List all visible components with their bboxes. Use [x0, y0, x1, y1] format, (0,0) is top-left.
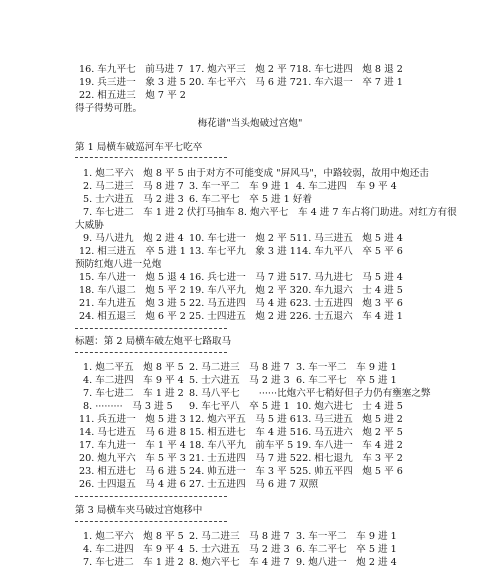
move-row — [0, 246, 500, 260]
move-row — [0, 466, 500, 480]
move-text: 15. 相五进七 车 4 进 5 — [189, 427, 296, 438]
move-row — [0, 285, 500, 299]
move-row — [0, 233, 500, 247]
move-text: 3. 车一平二 车 9 进 1 — [296, 362, 397, 373]
move-row — [0, 401, 500, 415]
move-text: 2. 马二进三 马 8 进 7 — [189, 362, 290, 373]
move-text: 5. 士六进五 马 2 进 3 — [83, 194, 184, 205]
move-text: 19. 兵三进一 象 3 进 5 — [79, 77, 186, 88]
move-text: 24. 帅五进一 车 3 平 5 — [189, 466, 296, 477]
move-row — [0, 311, 500, 325]
move-text: 16. 兵七进一 马 7 进 5 — [189, 272, 296, 283]
move-text: 17. 车九进一 车 1 平 4 — [79, 440, 186, 451]
move-text: 21. 车九进五 炮 3 进 5 — [79, 298, 186, 309]
move-text: 17. 炮六平三 炮 2 平 7 — [189, 64, 296, 75]
move-text: 21. 士五进四 马 7 进 5 — [189, 453, 296, 464]
move-row — [0, 440, 500, 454]
move-text: 26. 士五退六 车 4 进 1 — [296, 311, 403, 322]
move-text: 22. 马五进四 马 4 进 6 — [189, 298, 296, 309]
move-text: 11. 马三进五 炮 5 进 4 — [296, 233, 403, 244]
move-row — [0, 414, 500, 428]
move-row — [0, 298, 500, 312]
dashed-divider — [75, 328, 227, 329]
move-text: 8. ········· 马 3 进 5 — [83, 401, 173, 412]
dashed-divider — [75, 352, 227, 353]
move-text: 17. 马九进七 马 5 进 4 — [296, 272, 403, 283]
move-text: 12. 相三进五 卒 5 进 1 — [79, 246, 186, 257]
section-heading: 第 3 局横车夹马破过宫炮移中 — [75, 505, 203, 516]
move-text: 23. 士五进四 炮 3 平 6 — [296, 298, 403, 309]
move-text: 3. 车一平二 车 9 进 1 — [189, 181, 290, 192]
move-text: 12. 炮六平五 马 5 进 6 — [189, 414, 296, 425]
move-text: 25. 帅五平四 炮 5 平 6 — [296, 466, 403, 477]
move-text: 2. 马二进三 马 8 进 7 — [83, 181, 184, 192]
move-text: 20. 炮九平六 车 5 平 3 — [79, 453, 186, 464]
move-text: 9. 车七平八 卒 5 进 1 — [189, 401, 290, 412]
move-text: 20. 车九退六 士 4 进 5 — [296, 285, 403, 296]
move-text: 13. 马三进五 炮 5 进 2 — [296, 414, 403, 425]
move-text: 25. 士四进五 炮 2 进 2 — [189, 311, 296, 322]
move-text: 9. 马八进九 炮 2 进 4 — [83, 233, 184, 244]
move-text: 4. 车二进四 车 9 平 4 — [83, 544, 184, 555]
move-row — [0, 531, 500, 545]
move-text: 1. 炮二平六 炮 8 平 5 由于对方不可能变成 "屏风马"，中路较弱，故用中炮还击 — [83, 168, 429, 179]
move-text: 18. 车七进四 炮 8 退 2 — [296, 64, 403, 75]
move-text: 14. 马七进五 马 6 进 8 — [79, 427, 186, 438]
result-text: 得子得势可胜。 — [75, 103, 143, 114]
move-text: 22. 相七退九 车 3 平 2 — [296, 453, 403, 464]
move-text: 18. 车八退二 炮 5 平 2 — [79, 285, 186, 296]
move-row — [0, 207, 500, 221]
move-text: 24. 相五退三 炮 6 平 2 — [79, 311, 186, 322]
move-text: 19. 车八进一 车 4 进 2 — [296, 440, 403, 451]
move-text: 1. 炮二平五 炮 8 平 5 — [83, 362, 184, 373]
note-text: 预防红炮八进一兑炮 — [75, 259, 162, 270]
move-row — [0, 272, 500, 286]
move-row — [0, 453, 500, 467]
move-text: 3. 车一平二 车 9 进 1 — [296, 531, 397, 542]
move-text: 19. 车八平九 炮 2 平 3 — [189, 285, 296, 296]
move-text: 27. 士五进四 马 6 进 7 双照 — [189, 479, 319, 490]
dashed-divider — [75, 157, 227, 158]
move-text: 6. 车二平七 卒 5 进 1 好着 — [189, 194, 312, 205]
move-row — [0, 544, 500, 558]
move-text: 7. 车七进二 车 1 进 2 — [83, 388, 184, 399]
move-row — [0, 181, 500, 195]
move-text: 23. 相五进七 马 6 进 5 — [79, 466, 186, 477]
move-text: 20. 车七平六 马 6 进 7 — [189, 77, 296, 88]
move-row — [0, 90, 500, 104]
move-text: 21. 车六退一 卒 7 进 1 — [296, 77, 403, 88]
move-text: 5. 士六进五 马 2 进 3 — [189, 544, 290, 555]
move-row — [0, 77, 500, 91]
move-text: 7. 车七进二 车 1 进 2 — [83, 557, 184, 568]
move-row — [0, 375, 500, 389]
move-text: 14. 车九平八 卒 5 平 6 — [296, 246, 403, 257]
section-heading: 标题：第 2 局横车破左炮平七路取马 — [75, 336, 232, 347]
move-row — [0, 64, 500, 78]
move-text: 16. 车九平七 前马进 7 — [79, 64, 184, 75]
move-text: 6. 车二平七 卒 5 进 1 — [296, 544, 397, 555]
move-text: 4. 车二进四 车 9 平 4 — [296, 181, 397, 192]
move-text: 22. 相五进三 炮 7 平 2 — [79, 90, 186, 101]
move-row — [0, 479, 500, 493]
move-text: 5. 士六进五 马 2 进 3 — [189, 375, 290, 386]
move-row — [0, 427, 500, 441]
move-text: 6. 车二平七 卒 5 进 1 — [296, 375, 397, 386]
dashed-divider — [75, 521, 227, 522]
move-row — [0, 557, 500, 571]
move-text: 8. 马八平七 ······比炮六平七稍好但子力仍有壅塞之弊 — [189, 388, 431, 399]
move-text: 7. 车七进二 车 1 进 2 伏打马抽车 8. 炮六平七 车 4 进 7 车占将门助进。对红方有很 — [83, 207, 457, 218]
move-text: 4. 车二进四 车 9 平 4 — [83, 375, 184, 386]
move-text: 16. 马五进六 炮 2 平 5 — [296, 427, 403, 438]
move-text: 13. 车七平九 象 3 进 1 — [189, 246, 296, 257]
continuation-text: 大威胁 — [75, 220, 104, 231]
move-row — [0, 388, 500, 402]
page-title: 梅花谱"当头炮破过宫炮" — [197, 118, 303, 129]
move-text: 8. 炮六平七 车 4 进 7 — [189, 557, 290, 568]
move-text: 10. 炮六进七 士 4 进 5 — [296, 401, 403, 412]
move-text: 11. 兵五进一 炮 5 进 3 — [79, 414, 186, 425]
move-text: 15. 车八进一 炮 5 退 4 — [79, 272, 186, 283]
move-row — [0, 362, 500, 376]
move-text: 1. 炮二平六 炮 8 平 5 — [83, 531, 184, 542]
move-row — [0, 168, 500, 182]
move-text: 10. 车七进一 炮 2 平 5 — [189, 233, 296, 244]
move-row — [0, 194, 500, 208]
move-text: 26. 士四退五 马 4 进 6 — [79, 479, 186, 490]
dashed-divider — [75, 496, 227, 497]
move-text: 2. 马二进三 马 8 进 7 — [189, 531, 290, 542]
section-heading: 第 1 局横车破巡河车平七吃卒 — [75, 142, 203, 153]
move-text: 18. 车八平九 前车平 5 — [189, 440, 294, 451]
move-text: 9. 炮八进一 炮 2 进 4 — [296, 557, 397, 568]
